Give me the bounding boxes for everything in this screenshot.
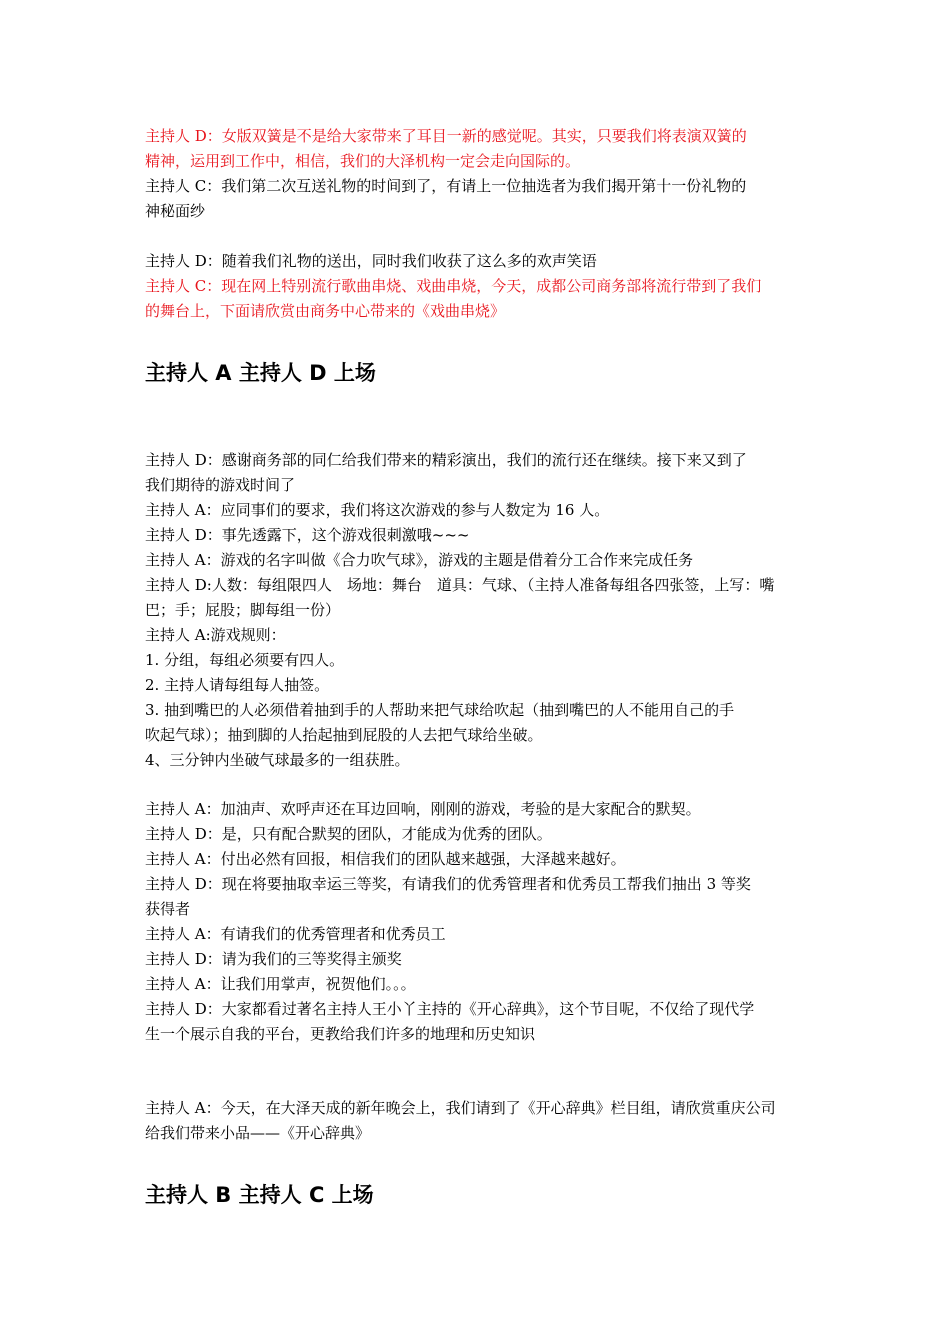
paragraph-line: 神秘面纱 [145,202,206,220]
section-heading: 主持人 A 主持人 D 上场 [145,361,376,385]
paragraph-line: 主持人 D:人数：每组限四人 场地：舞台 道具：气球、（主持人准备每组各四张签，上写：嘴 [145,576,775,594]
paragraph-line: 精神，运用到工作中，相信，我们的大泽机构一定会走向国际的。 [145,152,581,170]
paragraph-line: 生一个展示自我的平台，更教给我们许多的地理和历史知识 [145,1025,536,1043]
paragraph-line: 主持人 D：大家都看过著名主持人王小丫主持的《开心辞典》，这个节目呢，不仅给了现代学 [145,1000,755,1018]
paragraph-line: 主持人 D：事先透露下，这个游戏很刺激哦~~~ [145,526,470,544]
paragraph-line: 给我们带来小品——《开心辞典》 [145,1124,371,1142]
paragraph-line: 主持人 A：有请我们的优秀管理者和优秀员工 [145,925,446,943]
rule-item: 2. 主持人请每组每人抽签。 [145,676,330,694]
paragraph-line: 主持人 D：女版双簧是不是给大家带来了耳目一新的感觉呢。其实，只要我们将表演双簧的 [145,127,747,145]
paragraph-line: 我们期待的游戏时间了 [145,476,296,494]
paragraph-line: 主持人 D：感谢商务部的同仁给我们带来的精彩演出，我们的流行还在继续。接下来又到了 [145,451,747,469]
paragraph-line: 主持人 A：今天，在大泽天成的新年晚会上，我们请到了《开心辞典》栏目组，请欣赏重庆公司 [145,1099,776,1117]
paragraph-line: 主持人 A：加油声、欢呼声还在耳边回响，刚刚的游戏，考验的是大家配合的默契。 [145,800,701,818]
paragraph-line: 的舞台上，下面请欣赏由商务中心带来的《戏曲串烧》 [145,302,506,320]
paragraph-line: 主持人 A：应同事们的要求，我们将这次游戏的参与人数定为 16 人。 [145,501,610,519]
paragraph-line: 巴；手；屁股；脚每组一份） [145,601,341,619]
paragraph-line: 主持人 A：付出必然有回报，相信我们的团队越来越强，大泽越来越好。 [145,850,626,868]
paragraph-line: 主持人 A：游戏的名字叫做《合力吹气球》，游戏的主题是借着分工合作来完成任务 [145,551,694,569]
paragraph-line: 主持人 A:游戏规则： [145,626,286,644]
paragraph-line: 主持人 A：让我们用掌声，祝贺他们。。。 [145,975,416,993]
rule-item: 4、三分钟内坐破气球最多的一组获胜。 [145,751,410,769]
section-heading: 主持人 B 主持人 C 上场 [145,1183,374,1207]
paragraph-line: 主持人 D：随着我们礼物的送出，同时我们收获了这么多的欢声笑语 [145,252,597,270]
paragraph-line: 主持人 D：是，只有配合默契的团队，才能成为优秀的团队。 [145,825,552,843]
paragraph-line: 主持人 C：我们第二次互送礼物的时间到了，有请上一位抽选者为我们揭开第十一份礼物的 [145,177,747,195]
paragraph-line: 主持人 C：现在网上特别流行歌曲串烧、戏曲串烧，今天，成都公司商务部将流行带到了我们 [145,277,762,295]
paragraph-line: 获得者 [145,900,191,918]
rule-item: 1. 分组，每组必须要有四人。 [145,651,345,669]
paragraph-line: 主持人 D：现在将要抽取幸运三等奖，有请我们的优秀管理者和优秀员工帮我们抽出 3 等奖 [145,875,751,893]
rule-item: 吹起气球）；抽到脚的人抬起抽到屁股的人去把气球给坐破。 [145,726,543,744]
rule-item: 3. 抽到嘴巴的人必须借着抽到手的人帮助来把气球给吹起（抽到嘴巴的人不能用自己的手 [145,701,735,719]
paragraph-line: 主持人 D：请为我们的三等奖得主颁奖 [145,950,402,968]
